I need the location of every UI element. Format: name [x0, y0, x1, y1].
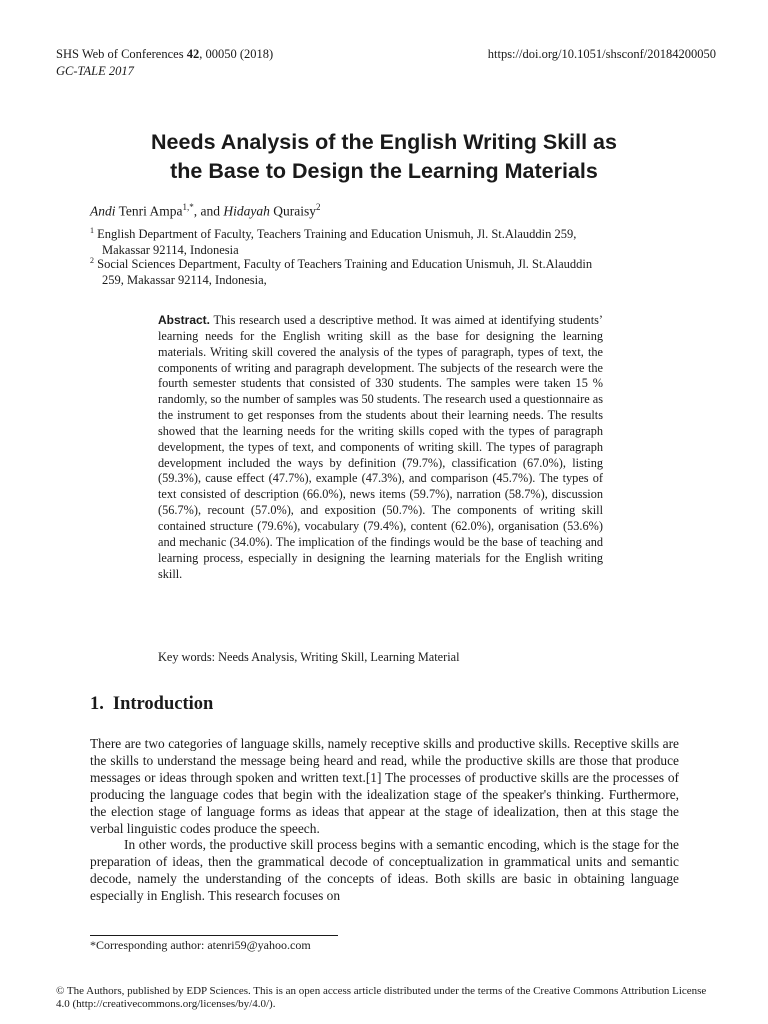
affiliation-1-line-2: Makassar 92114, Indonesia: [102, 243, 239, 258]
affiliation-2-line-2: 259, Makassar 92114, Indonesia,: [102, 273, 267, 288]
affiliation-1-line-1: English Department of Faculty, Teachers Training and Education Unismuh, Jl. St.Alauddin 259,: [94, 227, 577, 242]
author-separator: , and: [193, 203, 224, 219]
affiliation-2: [90, 253, 690, 288]
footnote-divider: [90, 935, 338, 936]
affiliation-1-mark: 1: [90, 226, 94, 235]
paper-title: [60, 128, 708, 186]
section-heading-introduction: [90, 693, 213, 715]
paragraph-2: In other words, the productive skill process begins with a semantic encoding, which is the stage for the preparation of ideas, then the grammatical decode of conceptualization in grammatical units and semantic decode, namely the understanding of the concepts of ideas. Both skills are basic in obtaining language especially in English. This research focuses on: [90, 837, 679, 904]
abstract-label: Abstract.: [158, 313, 211, 327]
journal-citation: [56, 47, 273, 62]
paragraph-1: There are two categories of language skills, namely receptive skills and productive skills. Receptive skills are the skills to understand the message being heard and read, while the productive skills are those that produce messages or ideas through spoken and written text.[1] The processes of productive skills are the processes of producing the language codes that begin with the idealization stage of the speaker's thinking. Furthermore, the election stage of language forms as ideas that appear at the stage of idealization, then at this stage the verbal linguistic codes produce the speech.: [90, 736, 679, 836]
author-1-last-name: Tenri Ampa: [115, 203, 183, 219]
author-list: [90, 198, 321, 221]
affiliation-2-mark: 2: [90, 256, 94, 265]
author-1-first-name: Andi: [90, 203, 116, 219]
journal-name: SHS Web of Conferences: [56, 47, 187, 61]
keywords: Key words: Needs Analysis, Writing Skill, Learning Material: [158, 650, 460, 664]
corresponding-author-footnote: *Corresponding author: atenri59@yahoo.com: [90, 938, 311, 952]
section-title: Introduction: [112, 694, 214, 714]
section-number: 1.: [90, 694, 104, 714]
affiliation-2-line-1: Social Sciences Department, Faculty of Teachers Training and Education Unismuh, Jl. St.Alauddin: [94, 257, 593, 272]
author-2-last-name: Quraisy: [269, 203, 317, 219]
author-2-first-name: Hidayah: [223, 203, 270, 219]
journal-volume: 42: [186, 47, 200, 61]
abstract-text: This research used a descriptive method. It was aimed at identifying students’ learning needs for the English writing skill as the base for designing the learning materials. Writing skill covered the analysis of the types of paragraph, types of text, the components of writing and paragraph development. The subjects of the research were the fourth semester students that consisted of 330 students. The samples were taken 15 % randomly, so the number of samples was 50 students. The research used a questionnaire as the instrument to get responses from the students about their learning needs. The results showed that the learning needs for the writing skills coped with the types of paragraph development, the types of text, and components of writing skill. The types of paragraph development included the ways by definition (79.7%), classification (67.0%), listing (59.3%), cause effect (47.7%), example (47.3%), and comparison (45.7%). The types of text consisted of description (66.0%), news items (59.7%), narration (58.7%), discussion (56.7%), recount (57.0%), and exposition (50.7%). The components of writing skill contained structure (79.6%), vocabulary (79.4%), content (62.0%), organisation (53.6%) and mechanic (34.0%). The implication of the findings would be the base of teaching and learning process, especially in designing the learning materials for the English writing skill.: [158, 313, 603, 581]
author-2-affiliation-mark: 2: [316, 202, 321, 212]
title-line-1: Needs Analysis of the English Writing Skill as: [151, 130, 617, 154]
article-number: , 00050 (2018): [199, 47, 274, 61]
author-1-affiliation-mark: 1,*: [182, 202, 194, 212]
introduction-body: [90, 736, 679, 905]
title-line-2: the Base to Design the Learning Materials: [170, 159, 598, 183]
abstract: [158, 313, 603, 582]
conference-venue: GC-TALE 2017: [56, 64, 134, 78]
license-notice: © The Authors, published by EDP Sciences. This is an open access article distributed under the terms of the Creative Commons Attribution License 4.0 (http://creativecommons.org/licenses/by/4.0/).: [56, 985, 707, 1010]
doi-link[interactable]: https://doi.org/10.1051/shsconf/20184200050: [487, 47, 716, 61]
